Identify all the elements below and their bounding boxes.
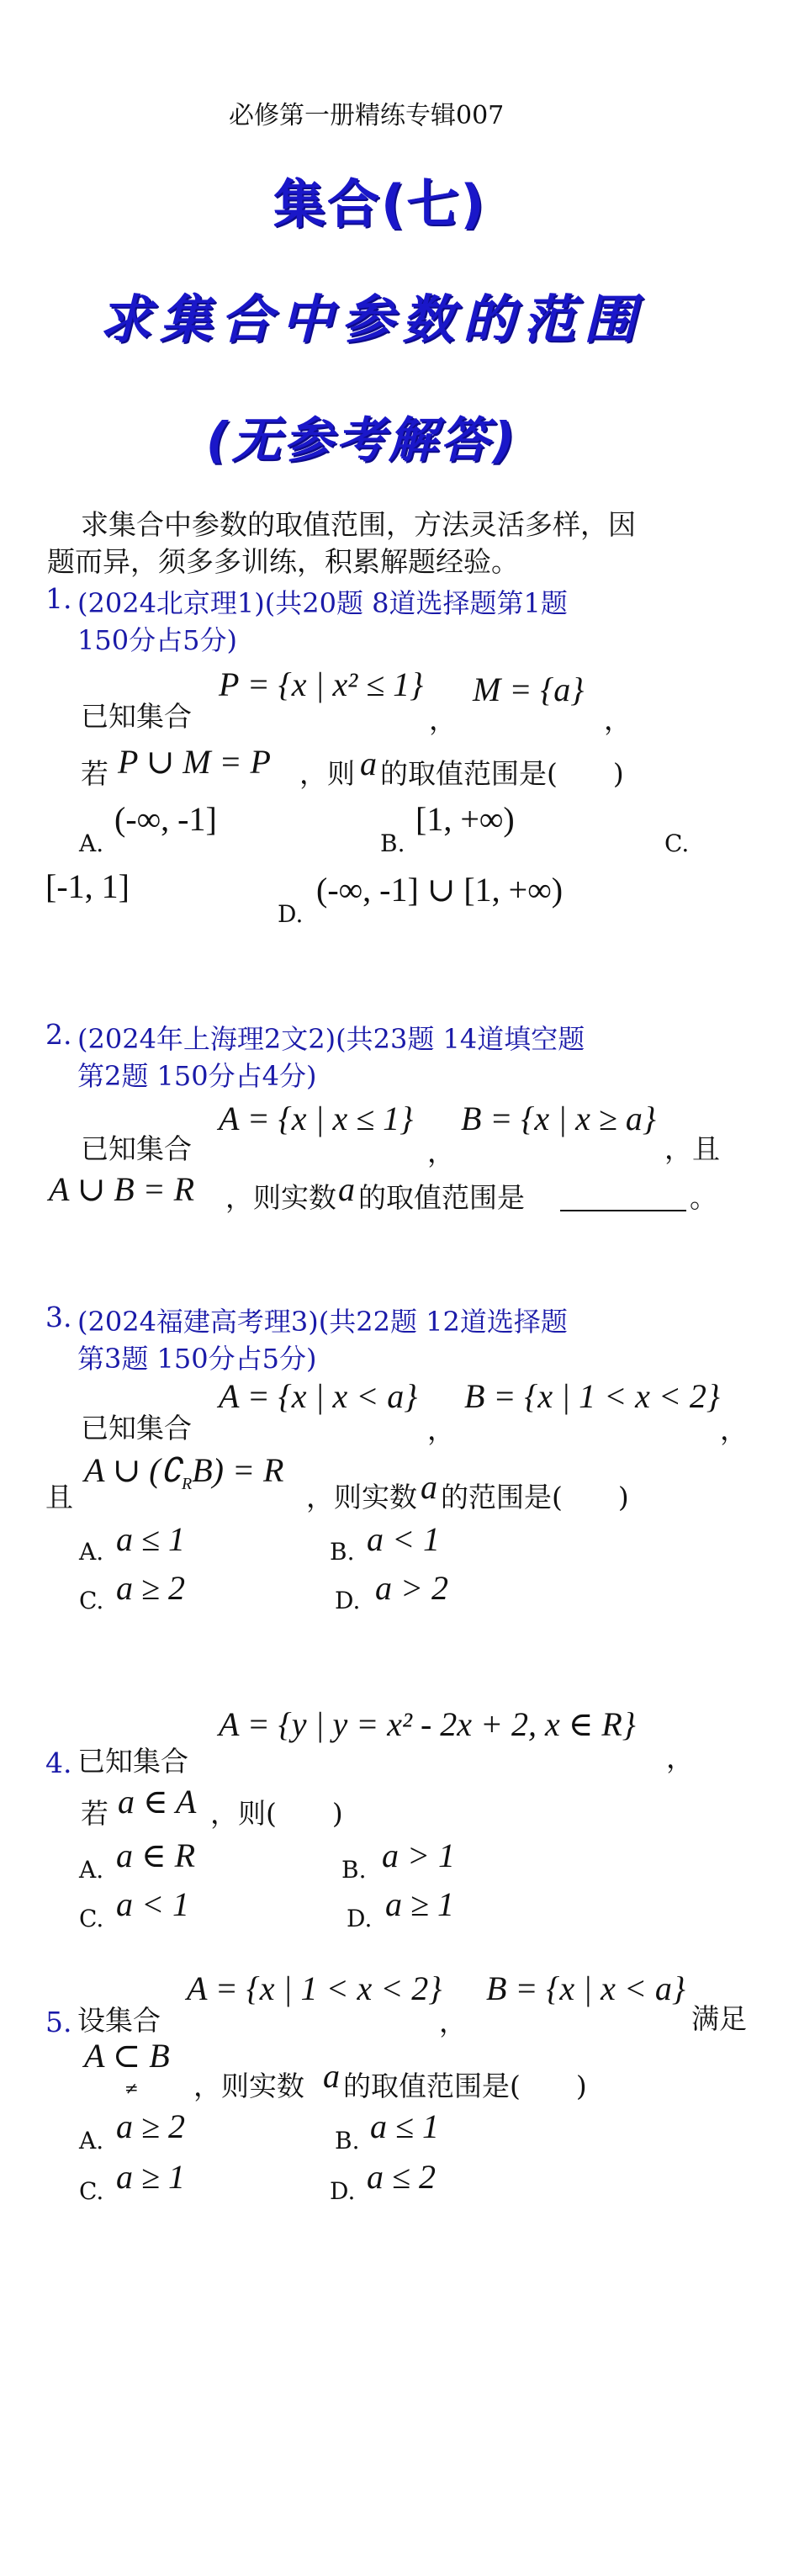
stem-prefix: 已知集合 <box>81 1132 192 1165</box>
option-a-label: A. <box>79 830 104 857</box>
set-m: M = {a} <box>473 671 585 708</box>
condition-head: A ∪ (∁ <box>84 1451 182 1489</box>
condition <box>84 1450 283 1494</box>
question-text: 的范围是( ) <box>441 1481 629 1513</box>
question-number: 2. <box>45 1018 72 1051</box>
satisfy: 满足 <box>691 2002 747 2035</box>
option-d-label: D. <box>335 1587 361 1614</box>
cond-prefix: 若 <box>81 1797 108 1830</box>
option-c: a ≥ 2 <box>116 1569 185 1607</box>
option-d: a ≤ 2 <box>367 2158 436 2196</box>
option-c-label: C. <box>664 830 690 857</box>
question-text: 的取值范围是( ) <box>380 757 624 790</box>
option-d-label: D. <box>278 900 304 928</box>
comma: ， <box>427 1136 455 1169</box>
set-a: A = {y | y = x² - 2x + 2, x ∈ R} <box>219 1705 636 1743</box>
series-header: 必修第一册精练专辑007 <box>229 101 505 130</box>
option-c-label: C. <box>79 2177 104 2205</box>
cond-suffix: ，则实数 <box>306 1481 417 1513</box>
option-d-label: D. <box>330 2177 356 2205</box>
option-b: a > 1 <box>382 1837 455 1874</box>
cond-suffix: ，则实数 <box>193 2070 304 2102</box>
set-a: A = {x | x < a} <box>219 1377 418 1415</box>
condition: P ∪ M = P <box>118 743 271 781</box>
period: 。 <box>690 1181 717 1214</box>
set-b: B = {x | x < a} <box>486 1969 685 2007</box>
question-text: 的取值范围是 <box>358 1181 525 1214</box>
question-number: 1. <box>45 582 72 615</box>
comma: ， <box>604 703 632 736</box>
condition: a ∈ A <box>118 1783 197 1821</box>
page-subtitle: 求集合中参数的范围 <box>99 289 645 350</box>
question-number: 3. <box>45 1301 72 1333</box>
stem-prefix: 已知集合 <box>81 700 192 733</box>
set-a: A = {x | x ≤ 1} <box>219 1100 414 1137</box>
comma: ， <box>427 1413 455 1446</box>
complement-subscript: R <box>182 1475 193 1493</box>
option-c: a < 1 <box>116 1885 189 1923</box>
comma: ， <box>720 1413 748 1446</box>
question-source: (2024福建高考理3)(共22题 12道选择题 <box>77 1306 568 1338</box>
option-a: a ≥ 2 <box>116 2107 185 2145</box>
condition-tail: B) = R <box>192 1451 284 1489</box>
option-a-label: A. <box>79 1856 104 1884</box>
option-a: (-∞, -1] <box>114 800 217 838</box>
not-equal-mark: ≠ <box>124 2078 139 2098</box>
option-d: a > 2 <box>375 1569 448 1607</box>
variable: a <box>338 1170 355 1208</box>
question-number: 4. <box>45 1746 72 1779</box>
set-b: B = {x | x ≥ a} <box>461 1100 656 1137</box>
intro-line-1: 求集合中参数的取值范围，方法灵活多样，因 <box>81 508 636 541</box>
page-title: 集合(七) <box>273 173 486 235</box>
option-d: a ≥ 1 <box>385 1885 454 1923</box>
set-a: A = {x | 1 < x < 2} <box>187 1969 442 2007</box>
question-number: 5. <box>45 2006 72 2038</box>
question-source-cont: 第3题 150分占5分) <box>77 1343 317 1375</box>
option-b-label: B. <box>335 2127 360 2155</box>
cond-prefix: 且 <box>45 1481 73 1513</box>
cond-suffix: ，则实数 <box>225 1181 336 1214</box>
variable: a <box>421 1468 437 1506</box>
answer-note: (无参考解答) <box>206 411 519 469</box>
option-b: [1, +∞) <box>415 800 515 838</box>
option-b: a < 1 <box>367 1520 440 1558</box>
variable: a <box>360 745 377 782</box>
cond-suffix: ，则 <box>299 757 355 790</box>
question-text: ，则( ) <box>210 1797 343 1830</box>
set-b: B = {x | 1 < x < 2} <box>464 1377 720 1415</box>
comma-and: ，且 <box>664 1132 720 1165</box>
condition: A ∪ B = R <box>49 1170 195 1208</box>
stem-prefix: 已知集合 <box>77 1745 188 1778</box>
option-a-label: A. <box>79 1538 104 1566</box>
option-b: a ≤ 1 <box>370 2107 439 2145</box>
option-c: a ≥ 1 <box>116 2158 185 2196</box>
question-source-cont: 150分占5分) <box>77 624 237 656</box>
option-a: a ≤ 1 <box>116 1520 185 1558</box>
comma: ， <box>439 2006 467 2038</box>
variable: a <box>323 2057 340 2095</box>
option-a: a ∈ R <box>116 1837 196 1874</box>
question-text: 的取值范围是( ) <box>343 2070 587 2102</box>
option-c-label: C. <box>79 1587 104 1614</box>
question-source: (2024北京理1)(共20题 8道选择题第1题 <box>77 587 568 619</box>
option-b-label: B. <box>330 1538 355 1566</box>
option-a-label: A. <box>79 2127 104 2155</box>
comma: ， <box>666 1741 694 1774</box>
option-b-label: B. <box>341 1856 367 1884</box>
answer-blank[interactable] <box>560 1185 686 1211</box>
option-c: [-1, 1] <box>45 867 130 905</box>
option-b-label: B. <box>380 830 405 857</box>
stem-prefix: 已知集合 <box>81 1412 192 1444</box>
cond-prefix: 若 <box>81 757 108 790</box>
condition: A ⊂ B <box>84 2037 170 2075</box>
option-d-label: D. <box>347 1905 373 1932</box>
intro-line-2: 题而异，须多多训练，积累解题经验。 <box>47 545 519 578</box>
set-p: P = {x | x² ≤ 1} <box>219 665 424 703</box>
question-source-cont: 第2题 150分占4分) <box>77 1060 317 1092</box>
option-c-label: C. <box>79 1905 104 1932</box>
comma: ， <box>429 703 457 736</box>
stem-prefix: 设集合 <box>77 2004 161 2037</box>
option-d: (-∞, -1] ∪ [1, +∞) <box>316 871 564 909</box>
question-source: (2024年上海理2文2)(共23题 14道填空题 <box>77 1023 585 1055</box>
